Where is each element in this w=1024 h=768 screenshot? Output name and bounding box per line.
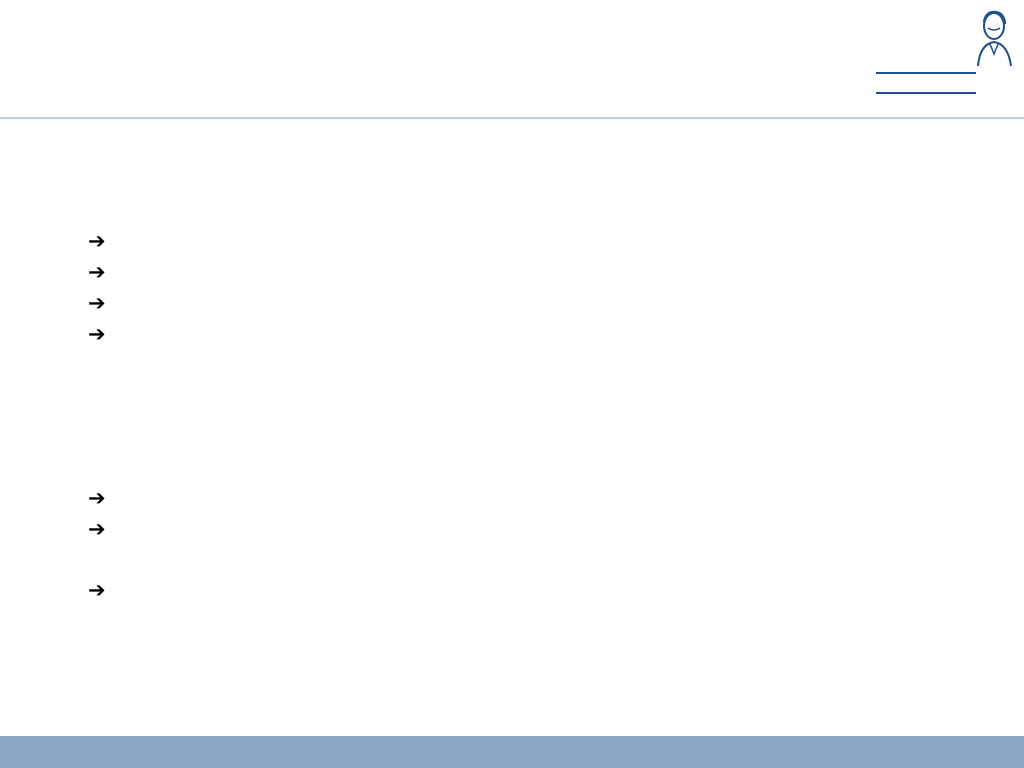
- arrow-icon: ➔: [88, 292, 106, 315]
- footer-bar: [0, 736, 1024, 768]
- bullet-1-line-5: [88, 289, 106, 318]
- bullet-2-line-5: [88, 576, 106, 605]
- arrow-icon: ➔: [88, 487, 106, 510]
- logo-rule-top: [876, 72, 976, 74]
- bullet-2-line-3: [88, 515, 106, 544]
- arrow-icon: ➔: [88, 518, 106, 541]
- arrow-icon: ➔: [88, 579, 106, 602]
- goethe-portrait-icon: [974, 8, 1014, 66]
- logo-rule-bottom: [876, 92, 976, 94]
- university-logo: [870, 8, 1016, 104]
- bullet-1-line-4: [88, 258, 106, 287]
- bullet-1-line-3: [88, 227, 106, 256]
- bullet-1-line-6: [88, 320, 106, 349]
- arrow-icon: ➔: [88, 261, 106, 284]
- arrow-icon: ➔: [88, 230, 106, 253]
- bullet-2-line-2: [88, 484, 106, 513]
- title-divider: [0, 117, 1024, 119]
- arrow-icon: ➔: [88, 323, 106, 346]
